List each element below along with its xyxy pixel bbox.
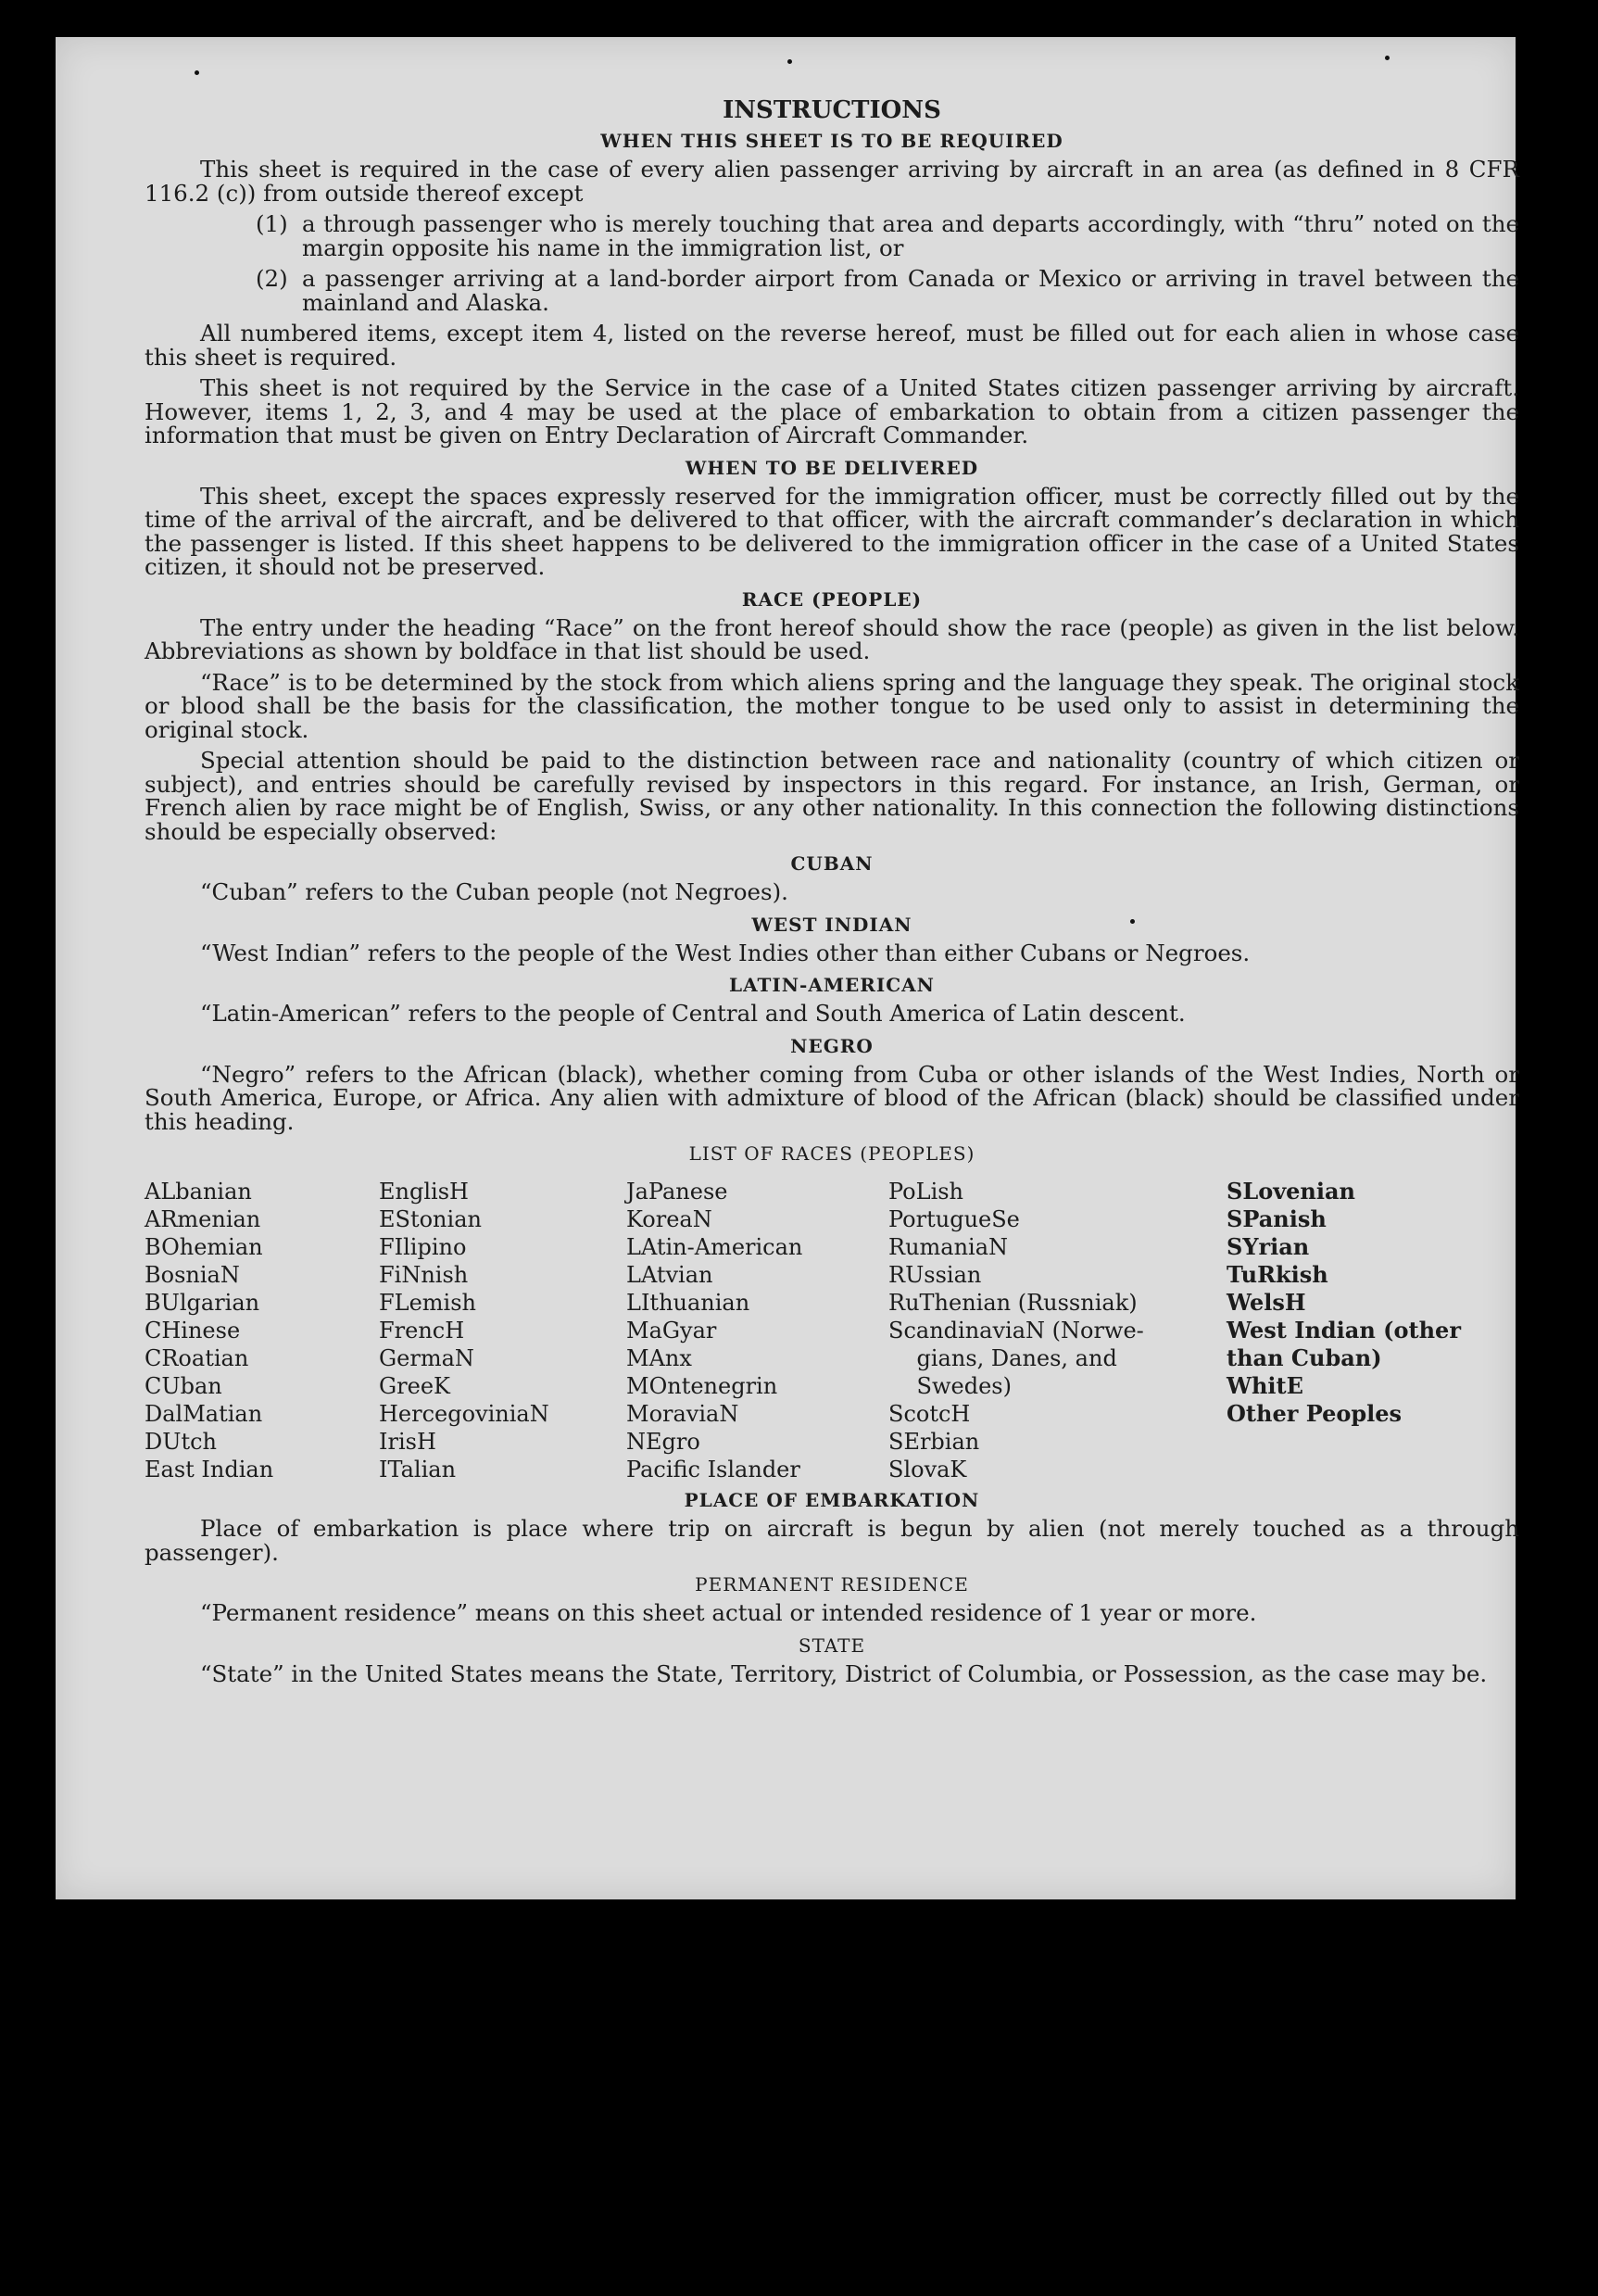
race-entry: GreeK: [379, 1373, 450, 1399]
page-title: INSTRUCTIONS: [723, 96, 941, 124]
race-entry: SYrian: [1227, 1233, 1310, 1260]
item-text: a through passenger who is merely touching that area and departs accordingly, with “thru” noted on the margin opposite his name in the immigration list, or: [302, 210, 1519, 261]
paragraph-latin-american: “Latin-American” refers to the people of Central and South America of Latin descent.: [200, 1000, 1186, 1027]
races-column-5: [1227, 1178, 1486, 1483]
heading-place-of-embarkation: PLACE OF EMBARKATION: [684, 1489, 980, 1511]
race-entry: WhitE: [1227, 1372, 1303, 1399]
ink-dot: [195, 70, 199, 75]
race-entry: ALbanian: [145, 1179, 252, 1205]
race-entry: FLemish: [379, 1290, 476, 1316]
paragraph-negro: “Negro” refers to the African (black), whether coming from Cuba or other islands of the West Indies, North or South America, Europe, or Africa. Any alien with admixture of blood of the African (black) should be classified under this heading.: [145, 1060, 1519, 1135]
paragraph-embarkation: Place of embarkation is place where trip on aircraft is begun by alien (not merely touched as a through passenger).: [145, 1515, 1519, 1566]
race-entry: SPanish: [1227, 1205, 1327, 1232]
race-entry: EStonian: [379, 1206, 482, 1232]
paragraph-race-stock: “Race” is to be determined by the stock from which aliens spring and the language they speak. The original stock or blood shall be the basis for the classification, the mother tongue to be used only to assist in determining the original stock.: [145, 668, 1519, 743]
paragraph-west-indian: “West Indian” refers to the people of the West Indies other than either Cubans or Negroes.: [200, 939, 1251, 966]
heading-when-required: WHEN THIS SHEET IS TO BE REQUIRED: [600, 130, 1063, 152]
race-entry: SLovenian: [1227, 1178, 1355, 1205]
heading-list-of-races: LIST OF RACES (PEOPLES): [688, 1142, 975, 1165]
race-entry: JaPanese: [626, 1179, 728, 1205]
race-entry: WelsH: [1227, 1289, 1306, 1316]
ink-dot: [787, 59, 792, 64]
race-entry: PortugueSe: [888, 1206, 1020, 1232]
race-entry: than Cuban): [1227, 1344, 1382, 1371]
race-entry: LIthuanian: [626, 1290, 750, 1316]
race-entry: LAtin-American: [626, 1234, 803, 1260]
race-entry: LAtvian: [626, 1262, 713, 1288]
race-entry: BosniaN: [145, 1262, 240, 1288]
list-item: [256, 212, 1519, 259]
instructions-text: [145, 96, 1519, 1693]
race-entry: SErbian: [888, 1429, 980, 1455]
race-entry: KoreaN: [626, 1206, 712, 1232]
race-entry: Pacific Islander: [626, 1457, 800, 1482]
race-entry: FrencH: [379, 1318, 465, 1344]
item-text: a passenger arriving at a land-border airport from Canada or Mexico or arriving in travel between the mainland and Alaska.: [302, 265, 1519, 316]
paragraph-delivered: This sheet, except the spaces expressly reserved for the immigration officer, must be correctly filled out by the time of the arrival of the aircraft, and be delivered to that officer, with the aircraft commander’s declaration in which the passenger is listed. If this sheet happens to be delivered to the immigration officer in the case of a United States citizen, it should not be preserved.: [145, 482, 1519, 580]
race-entry: EnglisH: [379, 1179, 469, 1205]
race-entry: RuThenian (Russniak): [888, 1290, 1138, 1316]
race-entry: West Indian (other: [1227, 1317, 1461, 1344]
race-entry: SlovaK: [888, 1457, 967, 1482]
race-entry: GermaN: [379, 1345, 474, 1371]
heading-latin-american: LATIN-AMERICAN: [729, 974, 935, 996]
races-column-3: [626, 1178, 888, 1483]
paragraph-race-entry: The entry under the heading “Race” on the front hereof should show the race (people) as given in the list below. Abbreviations as shown by boldface in that list should be used.: [145, 613, 1519, 664]
race-entry: FiNnish: [379, 1262, 469, 1288]
race-entry: HercegoviniaN: [379, 1401, 549, 1427]
race-entry: MoraviaN: [626, 1401, 739, 1427]
heading-west-indian: WEST INDIAN: [751, 913, 912, 936]
ink-dot: [1385, 56, 1390, 60]
document-page: [56, 37, 1519, 1899]
race-entry: MOntenegrin: [626, 1373, 778, 1399]
race-entry: MAnx: [626, 1345, 692, 1371]
race-entry: CHinese: [145, 1318, 241, 1344]
race-entry: BUlgarian: [145, 1290, 260, 1316]
paragraph-citizen: This sheet is not required by the Service in the case of a United States citizen passenger arriving by aircraft. However, items 1, 2, 3, and 4 may be used at the place of embarkation to obtain from a citizen passenger the information that must be given on Entry Declaration of Aircraft Commander.: [145, 374, 1519, 448]
race-entry: ARmenian: [145, 1206, 261, 1232]
race-entry: MaGyar: [626, 1318, 717, 1344]
race-entry: Swedes): [888, 1373, 1012, 1399]
race-entry: RUssian: [888, 1262, 982, 1288]
heading-cuban: CUBAN: [790, 852, 874, 875]
race-entry: IrisH: [379, 1429, 436, 1455]
race-entry: ScotcH: [888, 1401, 971, 1427]
race-entry: CUban: [145, 1373, 222, 1399]
item-number: (1): [256, 210, 288, 237]
race-entry: FIlipino: [379, 1234, 467, 1260]
race-entry: Other Peoples: [1227, 1400, 1403, 1427]
heading-race: RACE (PEOPLE): [741, 587, 923, 611]
paragraph-residence: “Permanent residence” means on this sheet actual or intended residence of 1 year or more.: [200, 1599, 1257, 1626]
heading-permanent-residence: PERMANENT RESIDENCE: [695, 1573, 969, 1596]
race-entry: BOhemian: [145, 1234, 263, 1260]
paragraph-numbered-items: All numbered items, except item 4, listed on the reverse hereof, must be filled out for each alien in whose case this sheet is required.: [145, 320, 1519, 371]
race-entry: PoLish: [888, 1179, 964, 1205]
race-entry: RumaniaN: [888, 1234, 1009, 1260]
races-column-4: [888, 1178, 1227, 1483]
heading-when-delivered: WHEN TO BE DELIVERED: [685, 456, 979, 479]
race-entry: gians, Danes, and: [888, 1345, 1117, 1371]
race-entry: ScandinaviaN (Norwe-: [888, 1318, 1144, 1344]
paragraph-race-nationality: Special attention should be paid to the distinction between race and nationality (country of which citizen or subject), and entries should be carefully revised by inspectors in this regard. For instance, an Irish, German, or French alien by race might be of English, Swiss, or any other nationality. In this connection the following distinctions should be especially observed:: [145, 747, 1519, 845]
race-entry: DUtch: [145, 1429, 218, 1455]
race-entry: CRoatian: [145, 1345, 249, 1371]
race-entry: ITalian: [379, 1457, 457, 1482]
list-item: [256, 267, 1519, 314]
races-column-1: [145, 1178, 379, 1483]
race-entry: East Indian: [145, 1457, 274, 1482]
race-entry: TuRkish: [1227, 1261, 1328, 1288]
heading-negro: NEGRO: [790, 1034, 874, 1057]
paragraph-required: This sheet is required in the case of every alien passenger arriving by aircraft in an area (as defined in 8 CFR 116.2 (c)) from outside thereof except: [145, 156, 1519, 207]
item-number: (2): [256, 265, 288, 292]
race-entry: NEgro: [626, 1429, 700, 1455]
paragraph-state: “State” in the United States means the State, Territory, District of Columbia, or Possession, as the case may be.: [200, 1659, 1488, 1687]
races-column-2: [379, 1178, 626, 1483]
race-entry: DalMatian: [145, 1401, 263, 1427]
paragraph-cuban: “Cuban” refers to the Cuban people (not Negroes).: [200, 878, 788, 905]
races-table: [145, 1178, 1519, 1483]
heading-state: STATE: [798, 1634, 866, 1657]
